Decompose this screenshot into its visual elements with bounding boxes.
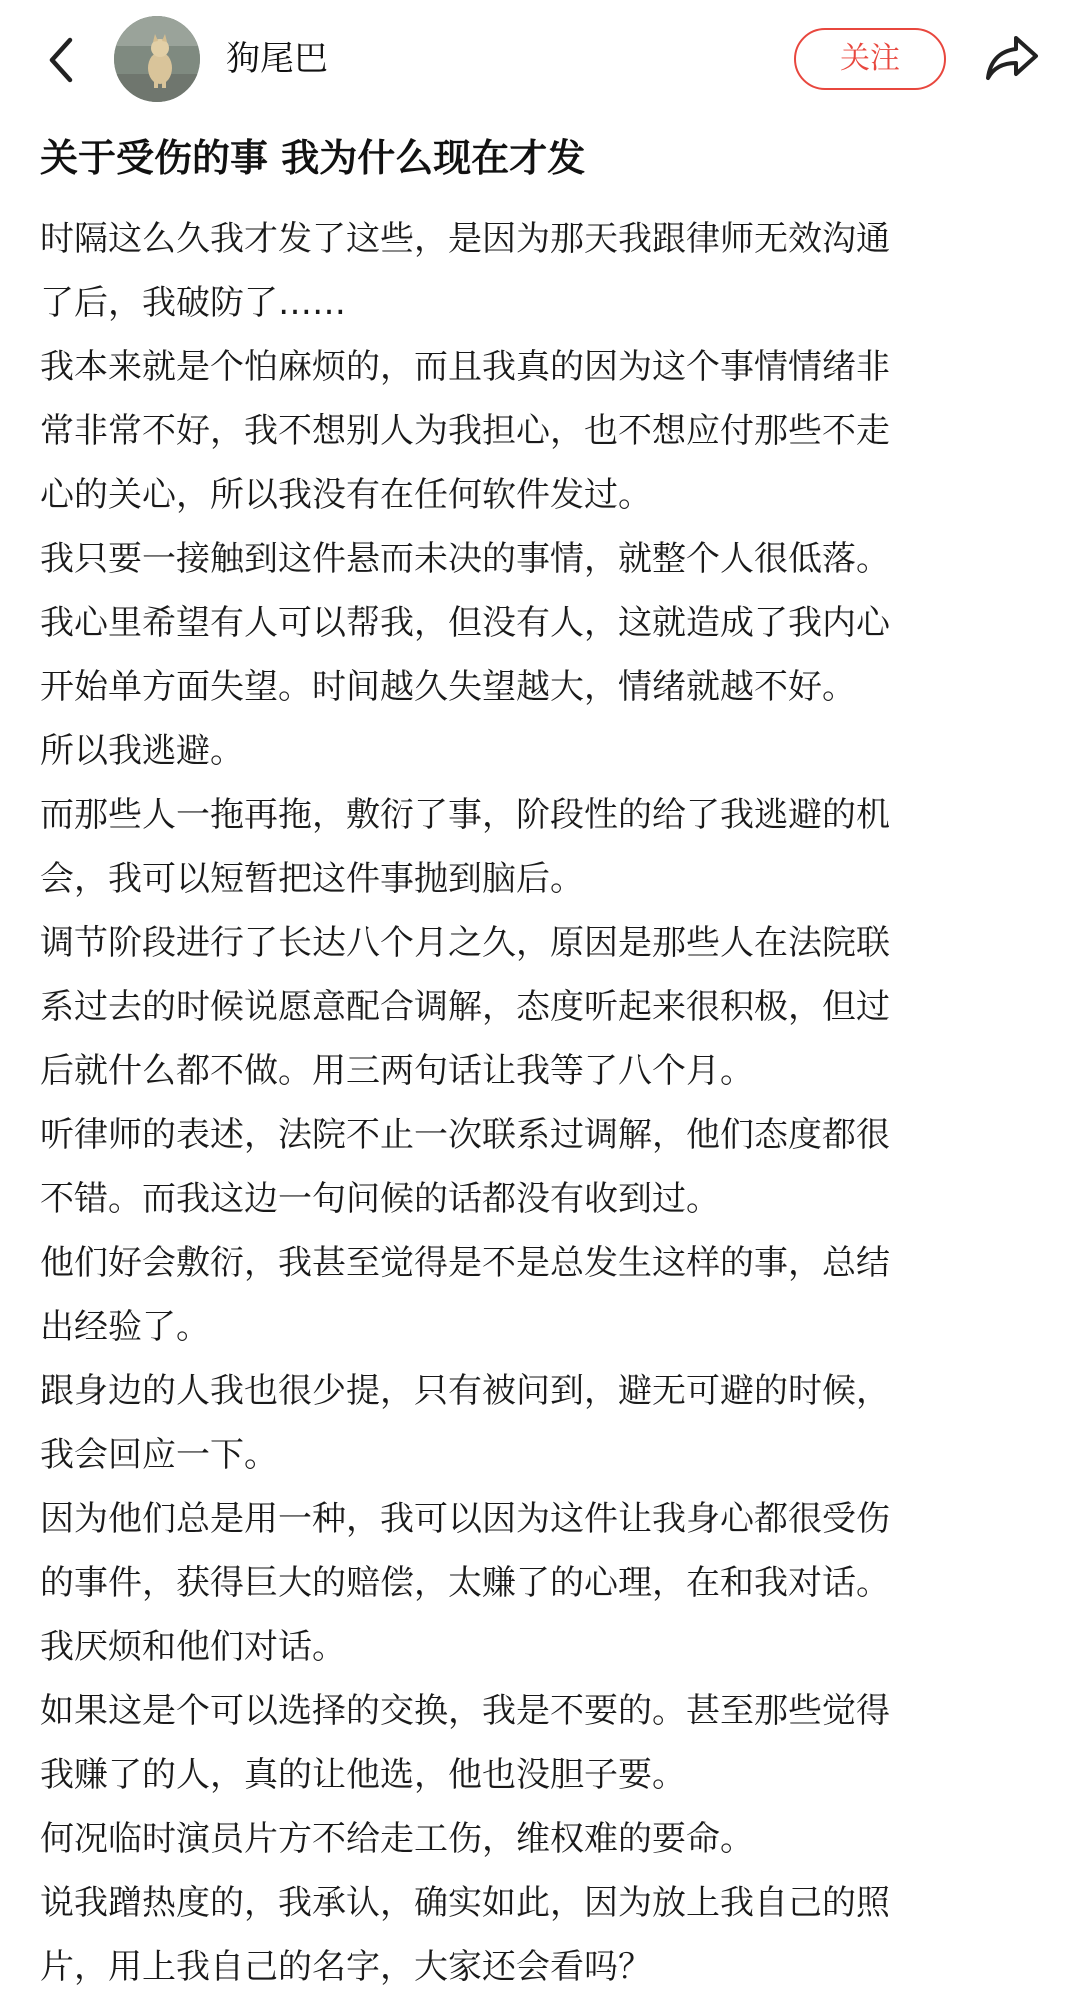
top-bar [0, 0, 1080, 120]
back-button[interactable] [40, 28, 84, 92]
paragraph-line: 心的关心，所以我没有在任何软件发过。 [40, 475, 652, 515]
dog-photo-icon [114, 16, 200, 102]
paragraph-line: 片，用上我自己的名字，大家还会看吗？ [40, 1947, 652, 1987]
post-title: 关于受伤的事 我为什么现在才发 [40, 136, 586, 180]
paragraph-line: 后就什么都不做。用三两句话让我等了八个月。 [40, 1051, 754, 1091]
paragraph-line: 他们好会敷衍，我甚至觉得是不是总发生这样的事，总结 [40, 1243, 890, 1283]
paragraph-line: 听律师的表述，法院不止一次联系过调解，他们态度都很 [40, 1115, 890, 1155]
paragraph-line: 我会回应一下。 [40, 1435, 278, 1475]
paragraph-line: 如果这是个可以选择的交换，我是不要的。甚至那些觉得 [40, 1691, 890, 1731]
paragraph-line: 系过去的时候说愿意配合调解，态度听起来很积极，但过 [40, 987, 890, 1027]
paragraph-line: 了后，我破防了…… [40, 283, 346, 323]
paragraph-line: 时隔这么久我才发了这些，是因为那天我跟律师无效沟通 [40, 219, 890, 259]
chevron-left-icon [40, 28, 84, 92]
paragraph-line: 我本来就是个怕麻烦的，而且我真的因为这个事情情绪非 [40, 347, 890, 387]
post-body [40, 207, 1040, 1999]
paragraph-line: 我只要一接触到这件悬而未决的事情，就整个人很低落。 [40, 539, 890, 579]
paragraph-line: 常非常不好，我不想别人为我担心，也不想应付那些不走 [40, 411, 890, 451]
paragraph-line: 何况临时演员片方不给走工伤，维权难的要命。 [40, 1819, 754, 1859]
paragraph-line: 而那些人一拖再拖，敷衍了事，阶段性的给了我逃避的机 [40, 795, 890, 835]
paragraph-line: 出经验了。 [40, 1307, 210, 1347]
paragraph-line: 因为他们总是用一种，我可以因为这件让我身心都很受伤 [40, 1499, 890, 1539]
share-arrow-icon [982, 30, 1042, 86]
share-button[interactable] [982, 30, 1042, 86]
paragraph-line: 开始单方面失望。时间越久失望越大，情绪就越不好。 [40, 667, 856, 707]
follow-button[interactable]: 关注 [794, 28, 946, 90]
paragraph-line: 我赚了的人，真的让他选，他也没胆子要。 [40, 1755, 686, 1795]
paragraph-line: 我心里希望有人可以帮我，但没有人，这就造成了我内心 [40, 603, 890, 643]
paragraph-line: 的事件，获得巨大的赔偿，太赚了的心理，在和我对话。 [40, 1563, 890, 1603]
paragraph-line: 说我蹭热度的，我承认，确实如此，因为放上我自己的照 [40, 1883, 890, 1923]
paragraph-line: 不错。而我这边一句问候的话都没有收到过。 [40, 1179, 720, 1219]
paragraph-line: 跟身边的人我也很少提，只有被问到，避无可避的时候， [40, 1371, 890, 1411]
paragraph-line: 所以我逃避。 [40, 731, 244, 771]
paragraph-line: 调节阶段进行了长达八个月之久，原因是那些人在法院联 [40, 923, 890, 963]
avatar[interactable] [114, 16, 200, 102]
author-name[interactable]: 狗尾巴 [226, 39, 328, 79]
paragraph-line: 我厌烦和他们对话。 [40, 1627, 346, 1667]
paragraph-line: 会，我可以短暂把这件事抛到脑后。 [40, 859, 584, 899]
